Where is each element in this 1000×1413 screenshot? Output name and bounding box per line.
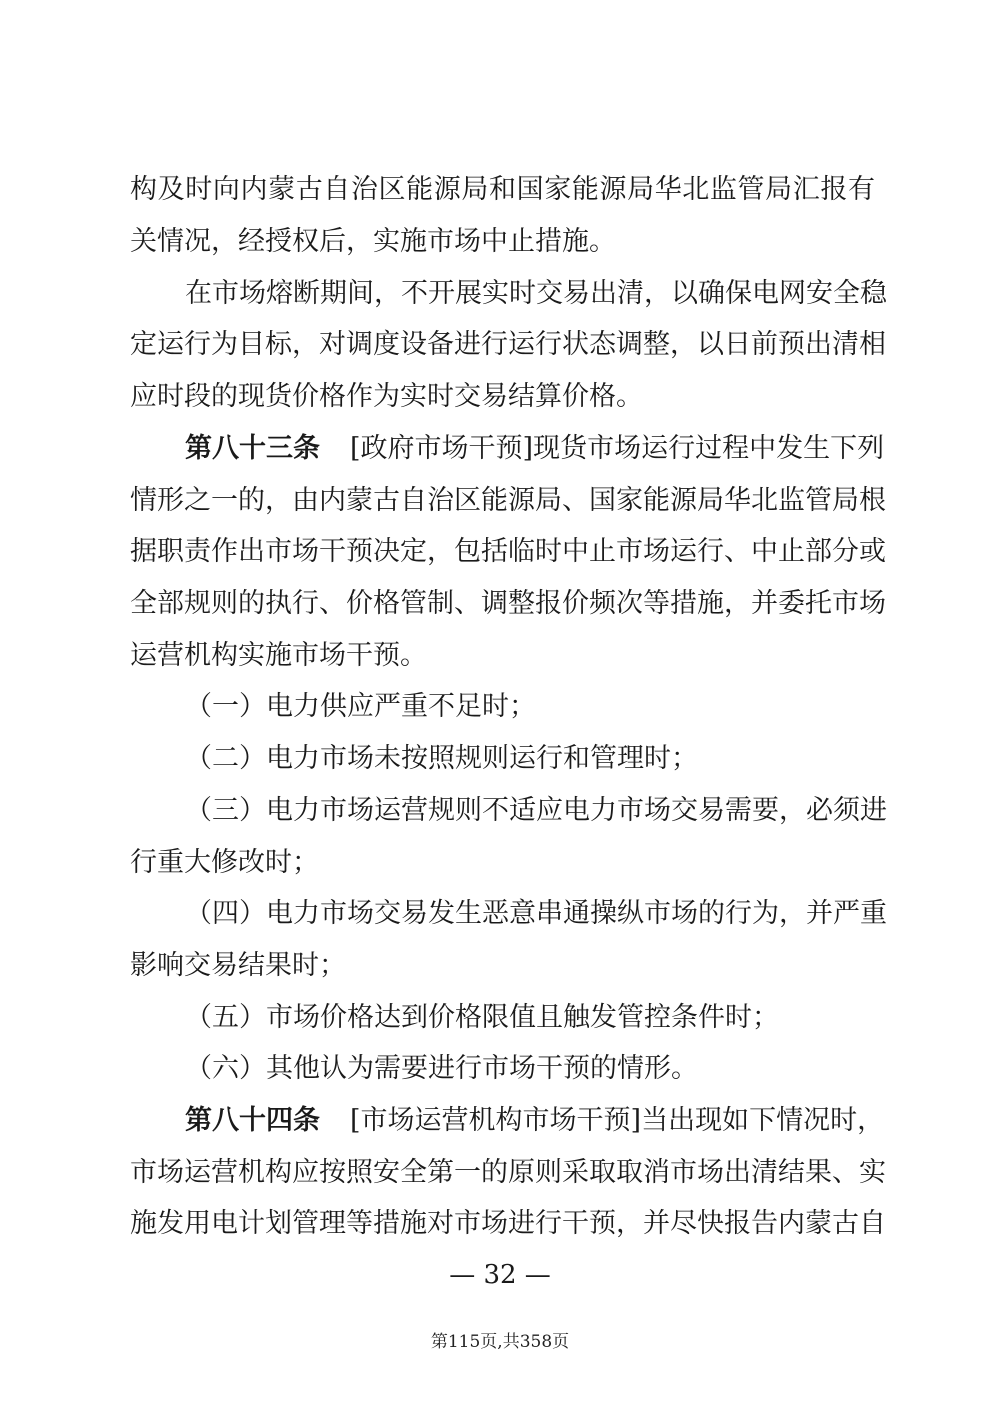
list-item: （六）其他认为需要进行市场干预的情形。 <box>185 1053 698 1084</box>
text-line: 影响交易结果时； <box>130 950 346 981</box>
list-item: （二）电力市场未按照规则运行和管理时； <box>185 743 698 774</box>
text-line: 构及时向内蒙古自治区能源局和国家能源局华北监管局汇报有 <box>130 174 875 205</box>
text-line: 施发用电计划管理等措施对市场进行干预，并尽快报告内蒙古自 <box>130 1208 886 1239</box>
article-number: 第八十四条 <box>185 1105 320 1136</box>
text-line: 关情况，经授权后，实施市场中止措施。 <box>130 226 616 257</box>
text-line: 情形之一的，由内蒙古自治区能源局、国家能源局华北监管局根 <box>130 485 886 516</box>
article-number: 第八十三条 <box>185 433 320 464</box>
list-item: （三）电力市场运营规则不适应电力市场交易需要，必须进 <box>185 795 887 826</box>
list-item: （五）市场价格达到价格限值且触发管控条件时； <box>185 1002 779 1033</box>
text-line: 行重大修改时； <box>130 847 319 878</box>
text-line: 定运行为目标，对调度设备进行运行状态调整，以日前预出清相 <box>130 329 886 360</box>
list-item: （一）电力供应严重不足时； <box>185 691 536 722</box>
text-line: 全部规则的执行、价格管制、调整报价频次等措施，并委托市场 <box>130 588 886 619</box>
text-line: 据职责作出市场干预决定，包括临时中止市场运行、中止部分或 <box>130 536 886 567</box>
text-line: 运营机构实施市场干预。 <box>130 640 427 671</box>
article-83-heading-line <box>185 429 885 469</box>
text-line: [市场运营机构市场干预]当出现如下情况时， <box>350 1105 885 1136</box>
text-line: 在市场熔断期间，不开展实时交易出清，以确保电网安全稳 <box>185 278 887 309</box>
page-number: — 32 — <box>449 1260 551 1290</box>
text-line: [政府市场干预]现货市场运行过程中发生下列 <box>350 433 885 464</box>
page-count: 第115页,共358页 <box>430 1332 570 1352</box>
article-84-heading-line <box>185 1101 885 1141</box>
text-line: 市场运营机构应按照安全第一的原则采取取消市场出清结果、实 <box>130 1157 886 1188</box>
text-line: 应时段的现货价格作为实时交易结算价格。 <box>130 381 643 412</box>
list-item: （四）电力市场交易发生恶意串通操纵市场的行为，并严重 <box>185 898 887 929</box>
